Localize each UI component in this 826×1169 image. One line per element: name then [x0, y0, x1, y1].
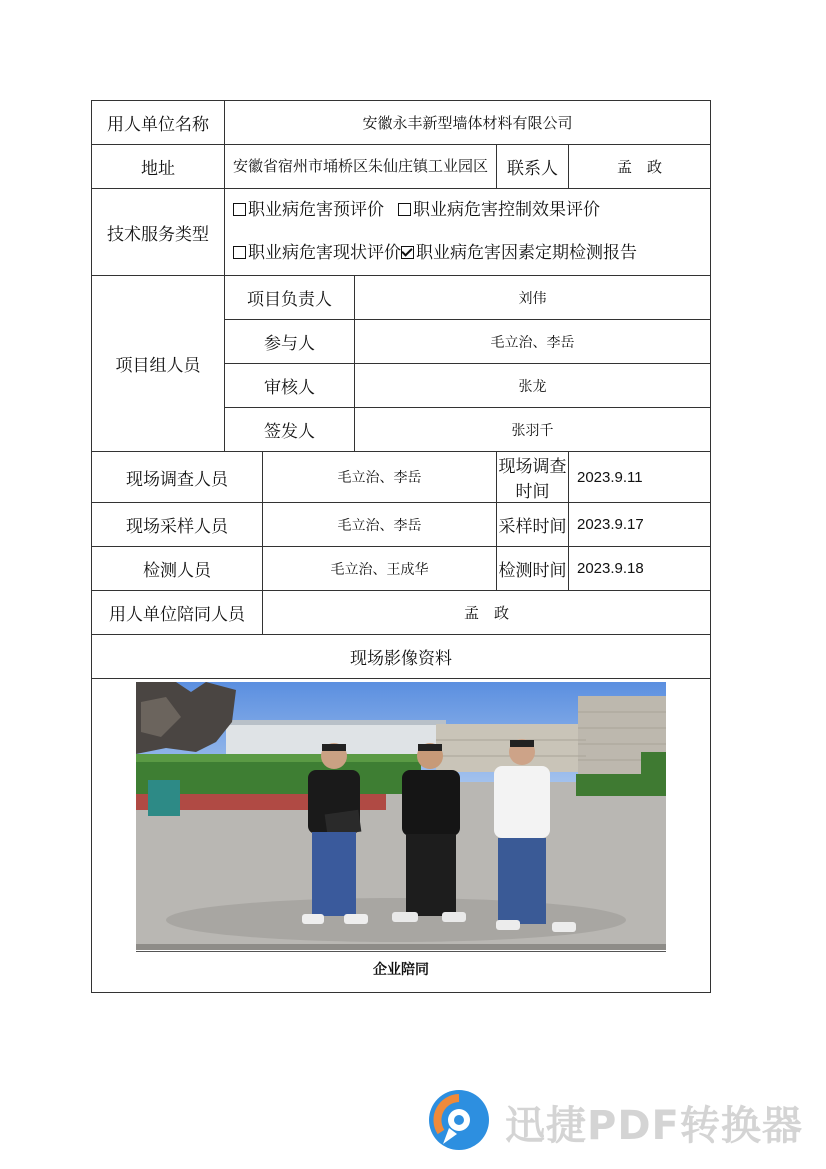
escort-value: 孟 政: [263, 591, 711, 635]
team-role-issuer: 签发人: [225, 408, 355, 452]
team-label: 项目组人员: [92, 276, 225, 452]
photo-caption: 企业陪同: [373, 962, 429, 978]
sampling-row: [92, 503, 711, 547]
detection-label: 检测人员: [92, 547, 263, 591]
escort-row: [92, 591, 711, 635]
detection-time-label: 检测时间: [497, 547, 569, 591]
watermark-text: 迅捷PDF转换器: [505, 1103, 803, 1149]
project-info-table: [91, 100, 711, 993]
team-role-participants: 参与人: [225, 320, 355, 364]
photo-underline: [136, 951, 666, 952]
info-table-wrapper: [91, 100, 710, 993]
checkbox-pre-evaluation[interactable]: [233, 203, 246, 216]
team-name-issuer: 张羽千: [355, 408, 711, 452]
option-control-effect: 职业病危害控制效果评价: [413, 200, 600, 220]
option-status-evaluation: 职业病危害现状评价: [248, 243, 401, 263]
detection-row: [92, 547, 711, 591]
detection-people: 毛立治、王成华: [263, 547, 497, 591]
team-row-leader: [92, 276, 711, 320]
address-value: 安徽省宿州市埇桥区朱仙庄镇工业园区: [225, 145, 497, 189]
survey-label: 现场调查人员: [92, 452, 263, 503]
pdf-converter-logo-icon: [427, 1088, 491, 1152]
service-type-row: [92, 189, 711, 276]
sampling-people: 毛立治、李岳: [263, 503, 497, 547]
site-photo: [136, 682, 666, 950]
watermark: [427, 1088, 807, 1154]
checkbox-control-effect[interactable]: [398, 203, 411, 216]
survey-date: 2023.9.11: [569, 452, 711, 503]
service-options-line-1: [233, 189, 710, 232]
contact-label: 联系人: [497, 145, 569, 189]
option-pre-evaluation: 职业病危害预评价: [248, 200, 384, 220]
service-options-line-2: [233, 232, 710, 275]
detection-date: 2023.9.18: [569, 547, 711, 591]
team-name-leader: 刘伟: [355, 276, 711, 320]
photo-row: [92, 679, 711, 993]
contact-value: 孟 政: [569, 145, 711, 189]
address-label: 地址: [92, 145, 225, 189]
employer-value: 安徽永丰新型墙体材料有限公司: [225, 101, 711, 145]
survey-row: [92, 452, 711, 503]
sampling-time-label: 采样时间: [497, 503, 569, 547]
sampling-label: 现场采样人员: [92, 503, 263, 547]
checkbox-periodic-detection[interactable]: [401, 246, 414, 259]
checkbox-status-evaluation[interactable]: [233, 246, 246, 259]
employer-row: [92, 101, 711, 145]
sampling-date: 2023.9.17: [569, 503, 711, 547]
team-role-reviewer: 审核人: [225, 364, 355, 408]
photo-section-title: 现场影像资料: [92, 635, 711, 679]
photo-cell: [92, 679, 711, 993]
photo-title-row: [92, 635, 711, 679]
service-type-label: 技术服务类型: [92, 189, 225, 276]
team-name-participants: 毛立治、李岳: [355, 320, 711, 364]
employer-label: 用人单位名称: [92, 101, 225, 145]
site-photo-illustration: [136, 682, 666, 950]
survey-time-label: 现场调查时间: [497, 452, 569, 503]
team-role-leader: 项目负责人: [225, 276, 355, 320]
survey-people: 毛立治、李岳: [263, 452, 497, 503]
escort-label: 用人单位陪同人员: [92, 591, 263, 635]
service-type-options: [225, 189, 711, 276]
address-row: [92, 145, 711, 189]
option-periodic-detection: 职业病危害因素定期检测报告: [416, 243, 637, 263]
team-name-reviewer: 张龙: [355, 364, 711, 408]
